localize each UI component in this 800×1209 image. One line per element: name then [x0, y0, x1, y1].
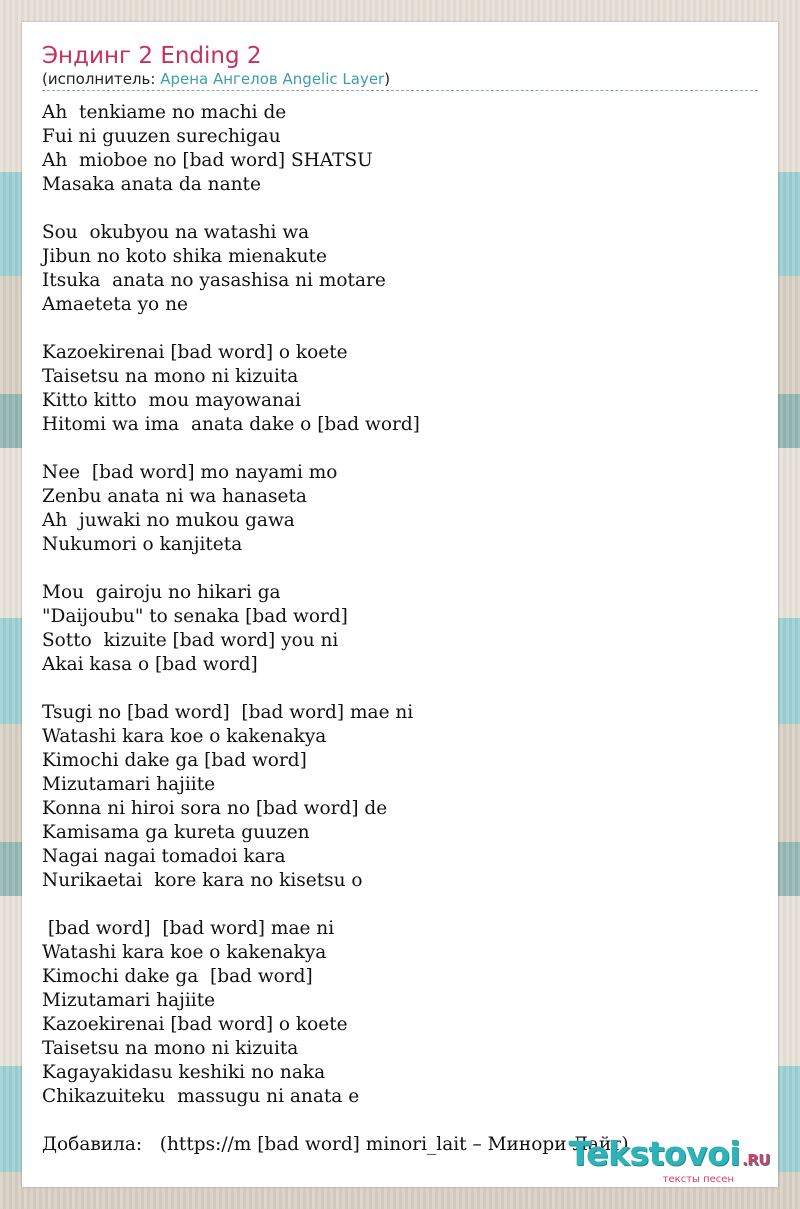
lyrics-body	[42, 101, 758, 1109]
lyric-line: [bad word] [bad word] mae ni	[42, 918, 335, 939]
lyric-line: Nagai nagai tomadoi kara	[42, 846, 286, 867]
lyric-line: Ah mioboe no [bad word] SHATSU	[42, 150, 373, 171]
lyric-line	[42, 677, 758, 701]
lyric-line: Mou gairoju no hikari ga	[42, 582, 281, 603]
lyric-line: Nukumori o kanjiteta	[42, 534, 243, 555]
lyric-line: Mizutamari hajiite	[42, 774, 216, 795]
logo-tld: .RU	[742, 1151, 770, 1169]
lyric-line: Konna ni hiroi sora no [bad word] de	[42, 798, 388, 819]
lyric-line: Mizutamari hajiite	[42, 990, 216, 1011]
logo-tagline: тексты песен	[662, 1174, 734, 1185]
lyric-line: Kazoekirenai [bad word] o koete	[42, 1014, 348, 1035]
lyric-line: Masaka anata da nante	[42, 174, 261, 195]
lyric-line: Kamisama ga kureta guuzen	[42, 822, 310, 843]
lyric-line: Zenbu anata ni wa hanaseta	[42, 486, 307, 507]
lyric-line	[42, 557, 758, 581]
lyric-line: Fui ni guuzen surechigau	[42, 126, 281, 147]
lyrics-card	[22, 22, 778, 1187]
artist-link[interactable]: Арена Ангелов Angelic Layer	[160, 70, 385, 88]
artist-line	[42, 70, 758, 91]
lyric-line: "Daijoubu" to senaka [bad word]	[42, 606, 348, 627]
lyric-line: Itsuka anata no yasashisa ni motare	[42, 270, 386, 291]
lyric-line: Kazoekirenai [bad word] o koete	[42, 342, 348, 363]
lyric-line: Tsugi no [bad word] [bad word] mae ni	[42, 702, 414, 723]
artist-suffix: )	[384, 70, 391, 88]
lyric-line	[42, 197, 758, 221]
lyric-line: Watashi kara koe o kakenakya	[42, 726, 327, 747]
logo-name: Tekstovoi	[568, 1134, 741, 1173]
lyric-line: Chikazuiteku massugu ni anata e	[42, 1086, 360, 1107]
lyric-line: Kitto kitto mou mayowanai	[42, 390, 301, 411]
lyric-line: Amaeteta yo ne	[42, 294, 188, 315]
lyric-line: Kagayakidasu keshiki no naka	[42, 1062, 326, 1083]
lyric-line	[42, 437, 758, 461]
artist-prefix: (исполнитель:	[42, 70, 161, 88]
lyric-line	[42, 893, 758, 917]
lyric-line: Kimochi dake ga [bad word]	[42, 750, 307, 771]
lyric-line: Jibun no koto shika mienakute	[42, 246, 327, 267]
lyric-line	[42, 317, 758, 341]
added-by: Добавила: (https://m [bad word] minori_lait – Минори Лайт)	[42, 1134, 629, 1155]
page-title: Эндинг 2 Ending 2	[42, 43, 262, 69]
lyric-line: Hitomi wa ima anata dake o [bad word]	[42, 414, 420, 435]
site-logo[interactable]	[568, 1134, 770, 1185]
lyric-line: Taisetsu na mono ni kizuita	[42, 1038, 299, 1059]
lyric-line: Nee [bad word] mo nayami mo	[42, 462, 338, 483]
lyric-line: Ah juwaki no mukou gawa	[42, 510, 295, 531]
lyric-line: Watashi kara koe o kakenakya	[42, 942, 327, 963]
lyric-line: Akai kasa o [bad word]	[42, 654, 258, 675]
lyric-line: Nurikaetai kore kara no kisetsu o	[42, 870, 363, 891]
lyric-line: Sotto kizuite [bad word] you ni	[42, 630, 339, 651]
lyric-line: Ah tenkiame no machi de	[42, 102, 287, 123]
lyric-line: Kimochi dake ga [bad word]	[42, 966, 313, 987]
lyric-line: Taisetsu na mono ni kizuita	[42, 366, 299, 387]
lyric-line: Sou okubyou na watashi wa	[42, 222, 310, 243]
